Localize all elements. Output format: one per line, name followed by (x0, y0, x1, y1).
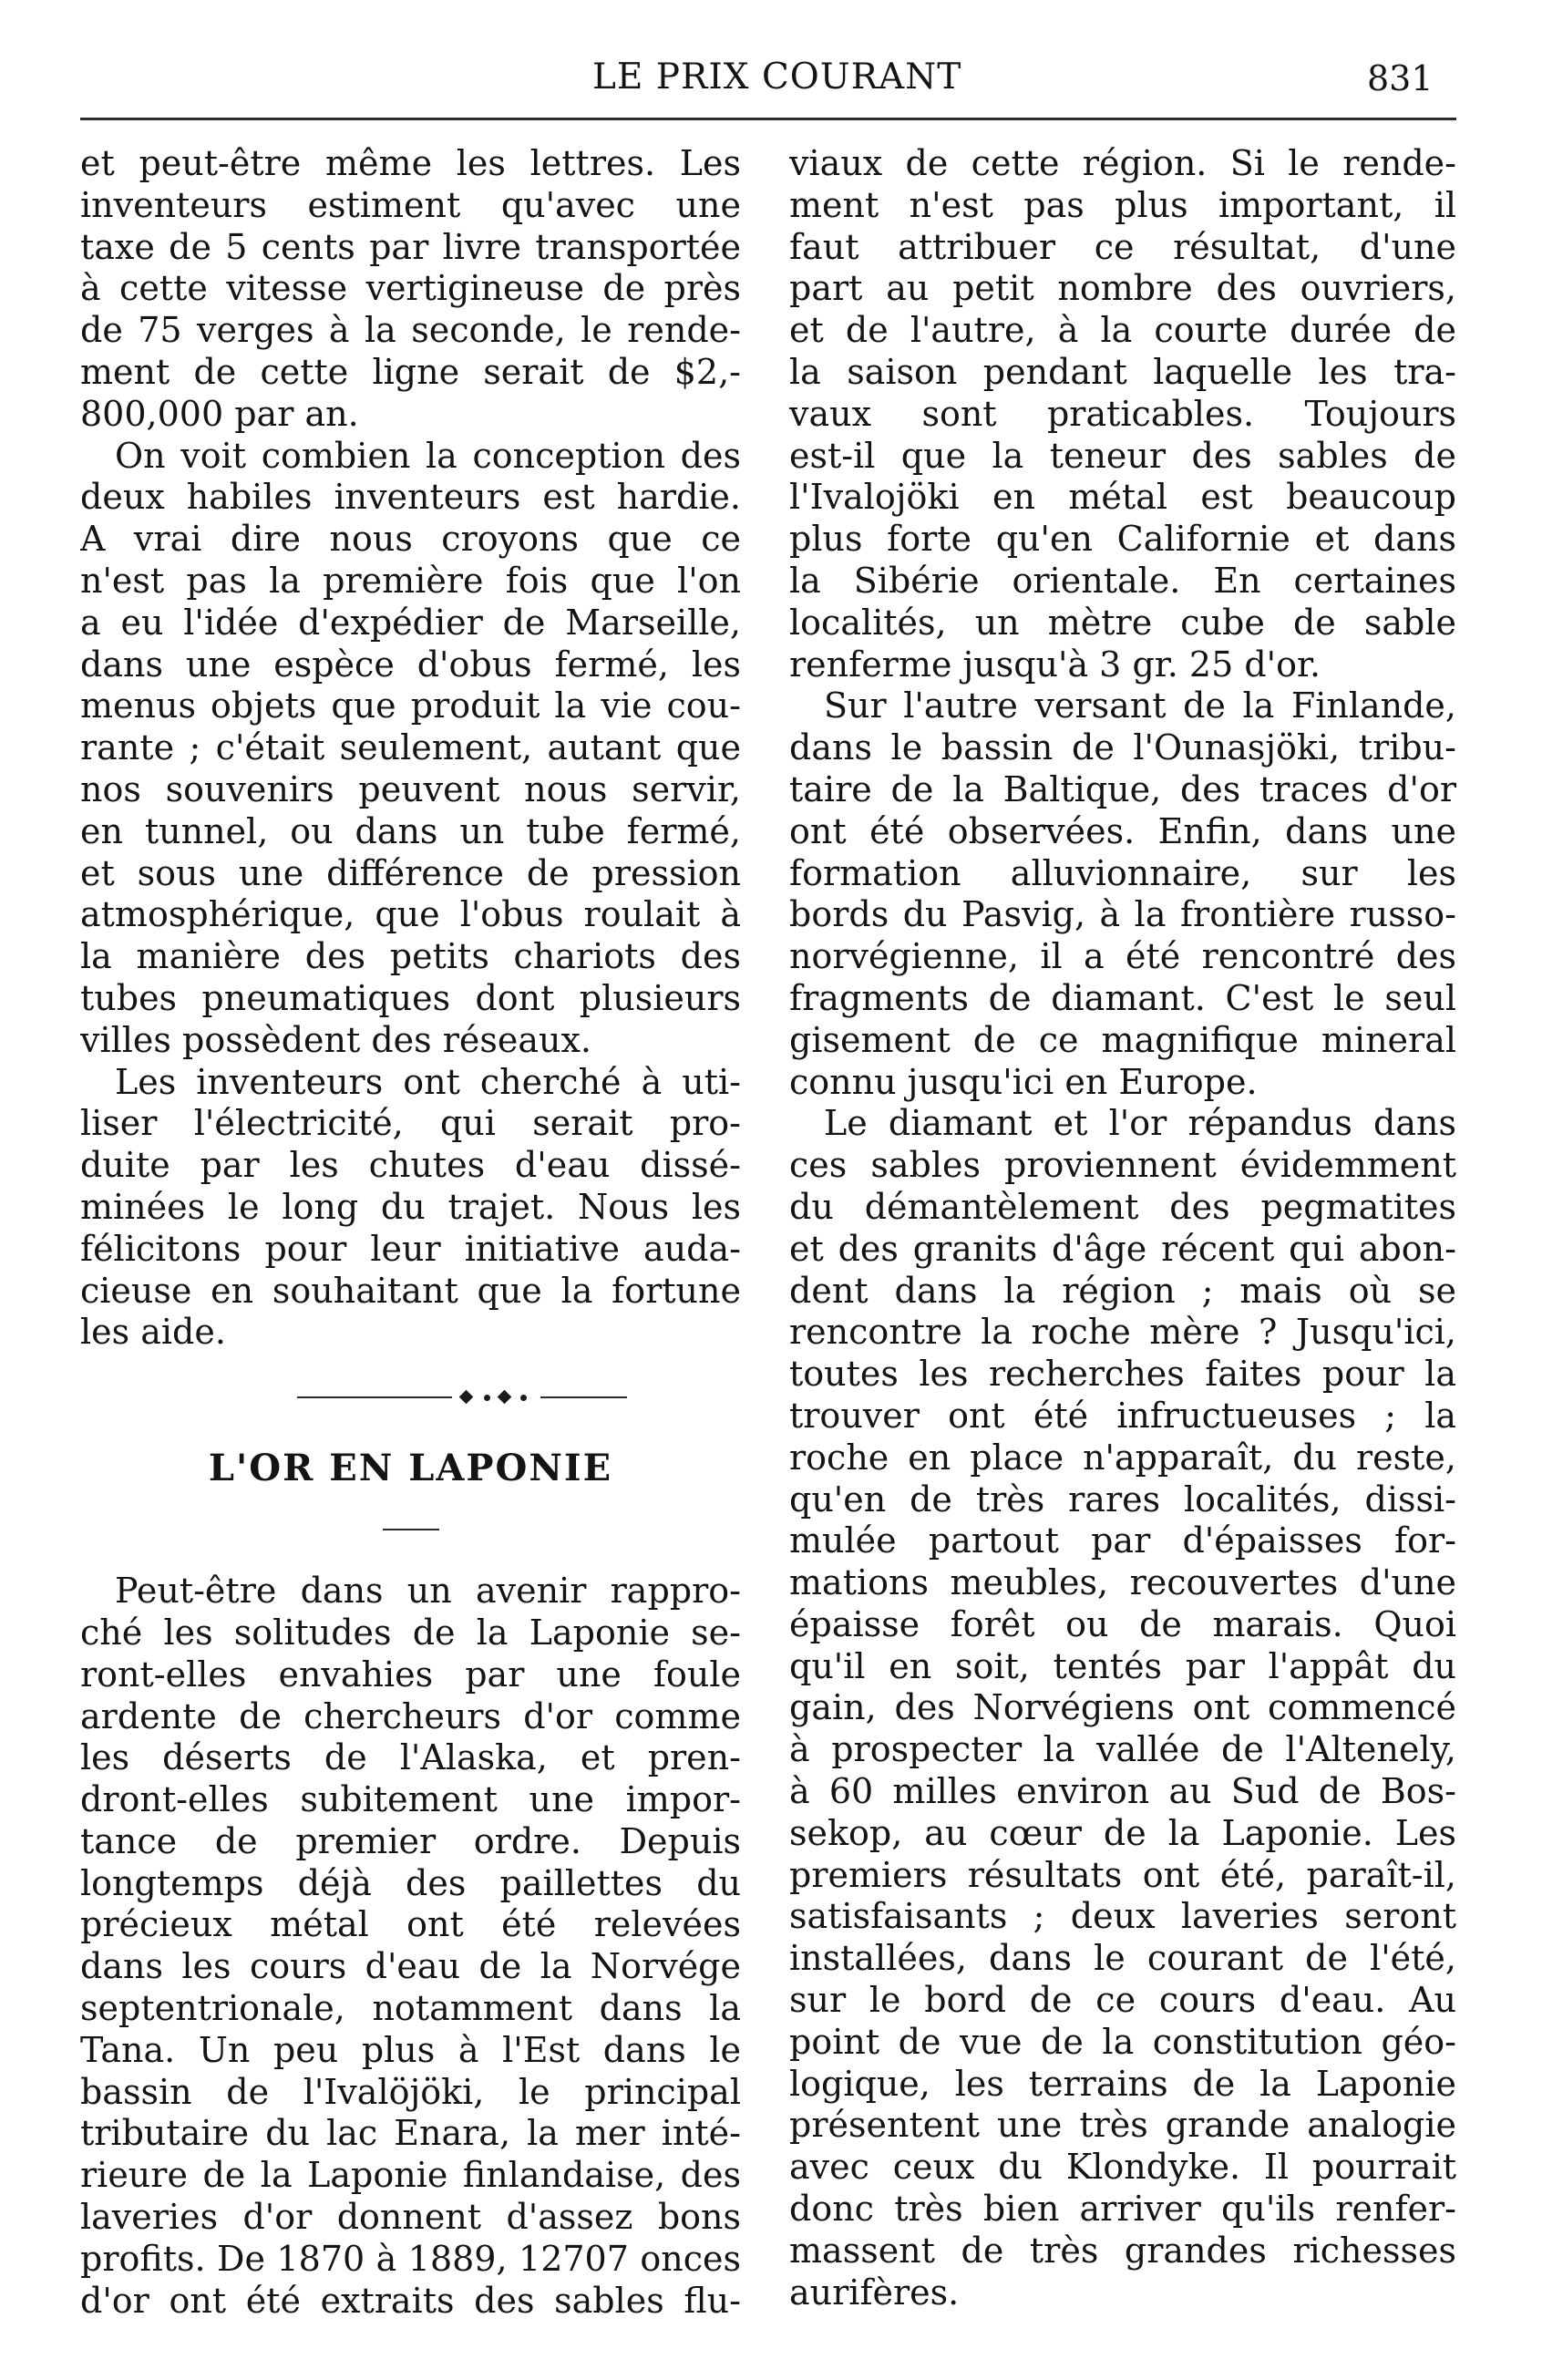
text-line: localités, un mètre cube de sable (789, 602, 1456, 643)
text-line: villes possèdent des réseaux. (80, 1019, 592, 1060)
text-line: qu'il en soit, tentés par l'appât du (789, 1645, 1456, 1686)
left-column (80, 143, 741, 2322)
text-line: fragments de diamant. C'est le seul (789, 977, 1456, 1018)
text-line: et peut-être même les lettres. Les (80, 143, 741, 183)
text-line: a eu l'idée d'expédier de Marseille, (80, 602, 741, 643)
text-line: taire de la Baltique, des traces d'or (789, 768, 1456, 809)
text-line: viaux de cette région. Si le rende- (789, 143, 1456, 183)
text-line: d'or ont été extraits des sables flu- (80, 2280, 741, 2321)
text-line: Tana. Un peu plus à l'Est dans le (80, 2029, 741, 2070)
text-line: avec ceux du Klondyke. Il pourrait (789, 2147, 1456, 2188)
paragraph-right-2 (789, 685, 1456, 1103)
text-line: présentent une très grande analogie (789, 2105, 1456, 2146)
text-line: dront-elles subitement une impor- (80, 1779, 741, 1820)
text-line: cieuse en souhaitant que la fortune (80, 1270, 741, 1311)
text-line: longtemps déjà des paillettes du (80, 1862, 741, 1903)
text-line: installées, dans le courant de l'été, (789, 1938, 1456, 1979)
text-line: la manière des petits chariots des (80, 936, 741, 977)
text-line: aurifères. (789, 2272, 960, 2313)
text-line: tance de premier ordre. Depuis (80, 1820, 741, 1861)
text-line: dent dans la région ; mais où se (789, 1270, 1456, 1311)
ornament-line (297, 1396, 452, 1398)
text-line: laveries d'or donnent d'assez bons (80, 2197, 741, 2238)
text-line: et de l'autre, à la courte durée de (789, 310, 1456, 351)
text-line: bords du Pasvig, à la frontière russo- (789, 894, 1456, 935)
text-line: trouver ont été infructueuses ; la (789, 1395, 1456, 1436)
text-line: Sur l'autre versant de la Finlande, (824, 685, 1456, 726)
ornament-diamond (498, 1390, 512, 1405)
text-line: rante ; c'était seulement, autant que (80, 727, 741, 768)
text-line: donc très bien arriver qu'ils renfer- (789, 2189, 1456, 2230)
text-line: profits. De 1870 à 1889, 12707 onces (80, 2238, 741, 2279)
text-line: Les inventeurs ont cherché à uti- (115, 1061, 741, 1102)
text-line: atmosphérique, que l'obus roulait à (80, 894, 741, 935)
text-line: ront-elles envahies par une foule (80, 1654, 741, 1695)
text-line: ont été observées. Enfin, dans une (789, 810, 1456, 851)
text-line: et sous une différence de pression (80, 852, 741, 893)
text-line: ment n'est pas plus important, il (789, 184, 1456, 225)
text-line: dans le bassin de l'Ounasjöki, tribu- (789, 727, 1456, 768)
text-line: les déserts de l'Alaska, et pren- (80, 1737, 741, 1778)
text-line: de 75 verges à la seconde, le rende- (80, 310, 741, 351)
text-line: rieure de la Laponie finlandaise, des (80, 2155, 741, 2196)
text-line: et des granits d'âge récent qui abon- (789, 1228, 1456, 1269)
text-line: logique, les terrains de la Laponie (789, 2063, 1456, 2104)
paragraph-right-3 (789, 1103, 1456, 2313)
text-line: dans une espèce d'obus fermé, les (80, 644, 741, 685)
text-line: ces sables proviennent évidemment (789, 1145, 1456, 1186)
text-line: faut attribuer ce résultat, d'une (789, 226, 1456, 267)
text-line: rencontre la roche mère ? Jusqu'ici, (789, 1312, 1456, 1353)
text-line: minées le long du trajet. Nous les (80, 1186, 741, 1227)
text-line: à 60 milles environ au Sud de Bos- (789, 1771, 1456, 1812)
right-column (789, 143, 1456, 2313)
text-line: dans les cours d'eau de la Norvége (80, 1946, 741, 1987)
text-line: ardente de chercheurs d'or comme (80, 1695, 741, 1736)
ornament-diamond (459, 1390, 474, 1405)
paragraph-left-3 (80, 1062, 741, 1355)
text-line: A vrai dire nous croyons que ce (80, 519, 741, 560)
text-line: sur le bord de ce cours d'eau. Au (789, 1980, 1456, 2021)
text-line: roche en place n'apparaît, du reste, (789, 1437, 1456, 1478)
text-line: la saison pendant laquelle les tra- (789, 351, 1456, 392)
text-line: sekop, au cœur de la Laponie. Les (789, 1812, 1456, 1853)
text-line: norvégienne, il a été rencontré des (789, 936, 1456, 977)
text-line: duite par les chutes d'eau dissé- (80, 1145, 741, 1186)
text-line: renferme jusqu'à 3 gr. 25 d'or. (789, 644, 1321, 685)
ornament-dot (484, 1395, 490, 1401)
text-line: n'est pas la première fois que l'on (80, 560, 741, 601)
text-line: nos souvenirs peuvent nous servir, (80, 768, 741, 809)
text-line: félicitons pour leur initiative auda- (80, 1228, 741, 1269)
text-line: 800,000 par an. (80, 393, 359, 434)
text-line: massent de très grandes richesses (789, 2230, 1456, 2271)
header-rule (80, 118, 1456, 120)
text-line: satisfaisants ; deux laveries seront (789, 1896, 1456, 1937)
page-number: 831 (1367, 58, 1434, 98)
text-line: la Sibérie orientale. En certaines (789, 560, 1456, 601)
text-line: bassin de l'Ivalöjöki, le principal (80, 2071, 741, 2112)
text-line: l'Ivalojöki en métal est beaucoup (789, 477, 1456, 518)
text-line: inventeurs estiment qu'avec une (80, 184, 741, 225)
text-line: gisement de ce magnifique mineral (789, 1019, 1456, 1060)
text-line: taxe de 5 cents par livre transportée (80, 226, 741, 267)
running-title: LE PRIX COURANT (592, 57, 962, 98)
text-line: vaux sont praticables. Toujours (789, 393, 1456, 434)
ornament-line (540, 1396, 627, 1398)
ornament-dot (520, 1395, 527, 1401)
paragraph-left-4 (80, 1571, 741, 2322)
text-line: gain, des Norvégiens ont commencé (789, 1687, 1456, 1728)
text-line: à prospecter la vallée de l'Altenely, (789, 1729, 1456, 1770)
text-line: plus forte qu'en Californie et dans (789, 519, 1456, 560)
text-line: les aide. (80, 1312, 226, 1353)
section-title: L'OR EN LAPONIE (208, 1447, 613, 1490)
text-line: toutes les recherches faites pour la (789, 1354, 1456, 1395)
section-ornament (80, 1370, 741, 1425)
text-line: Le diamant et l'or répandus dans (824, 1103, 1456, 1144)
text-line: premiers résultats ont été, paraît-il, (789, 1854, 1456, 1895)
text-line: qu'en de très rares localités, dissi- (789, 1478, 1456, 1520)
text-line: précieux métal ont été relevées (80, 1904, 741, 1945)
paragraph-left-1 (80, 143, 741, 436)
text-line: épaisse forêt ou de marais. Quoi (789, 1603, 1456, 1644)
text-line: part au petit nombre des ouvriers, (789, 268, 1456, 309)
text-line: deux habiles inventeurs est hardie. (80, 477, 741, 518)
text-line: septentrionale, notamment dans la (80, 1988, 741, 2029)
text-line: point de vue de la constitution géo- (789, 2021, 1456, 2062)
text-line: ment de cette ligne serait de $2,- (80, 351, 741, 392)
text-line: liser l'électricité, qui serait pro- (80, 1103, 741, 1144)
text-line: tributaire du lac Enara, la mer inté- (80, 2113, 741, 2154)
text-line: Peut-être dans un avenir rappro- (115, 1571, 741, 1612)
text-line: formation alluvionnaire, sur les (789, 852, 1456, 893)
text-line: mations meubles, recouvertes d'une (789, 1562, 1456, 1603)
paragraph-left-2 (80, 436, 741, 1062)
text-line: du démantèlement des pegmatites (789, 1186, 1456, 1227)
text-line: tubes pneumatiques dont plusieurs (80, 977, 741, 1018)
text-line: On voit combien la conception des (115, 435, 741, 476)
title-spacer (80, 1530, 741, 1571)
text-line: ché les solitudes de la Laponie se- (80, 1612, 741, 1653)
text-line: à cette vitesse vertigineuse de près (80, 268, 741, 309)
text-line: en tunnel, ou dans un tube fermé, (80, 810, 741, 851)
text-line: est-il que la teneur des sables de (789, 435, 1456, 476)
text-line: mulée partout par d'épaisses for- (789, 1520, 1456, 1561)
text-line: menus objets que produit la vie cou- (80, 685, 741, 726)
text-line: connu jusqu'ici en Europe. (789, 1061, 1258, 1102)
paragraph-right-1 (789, 143, 1456, 685)
